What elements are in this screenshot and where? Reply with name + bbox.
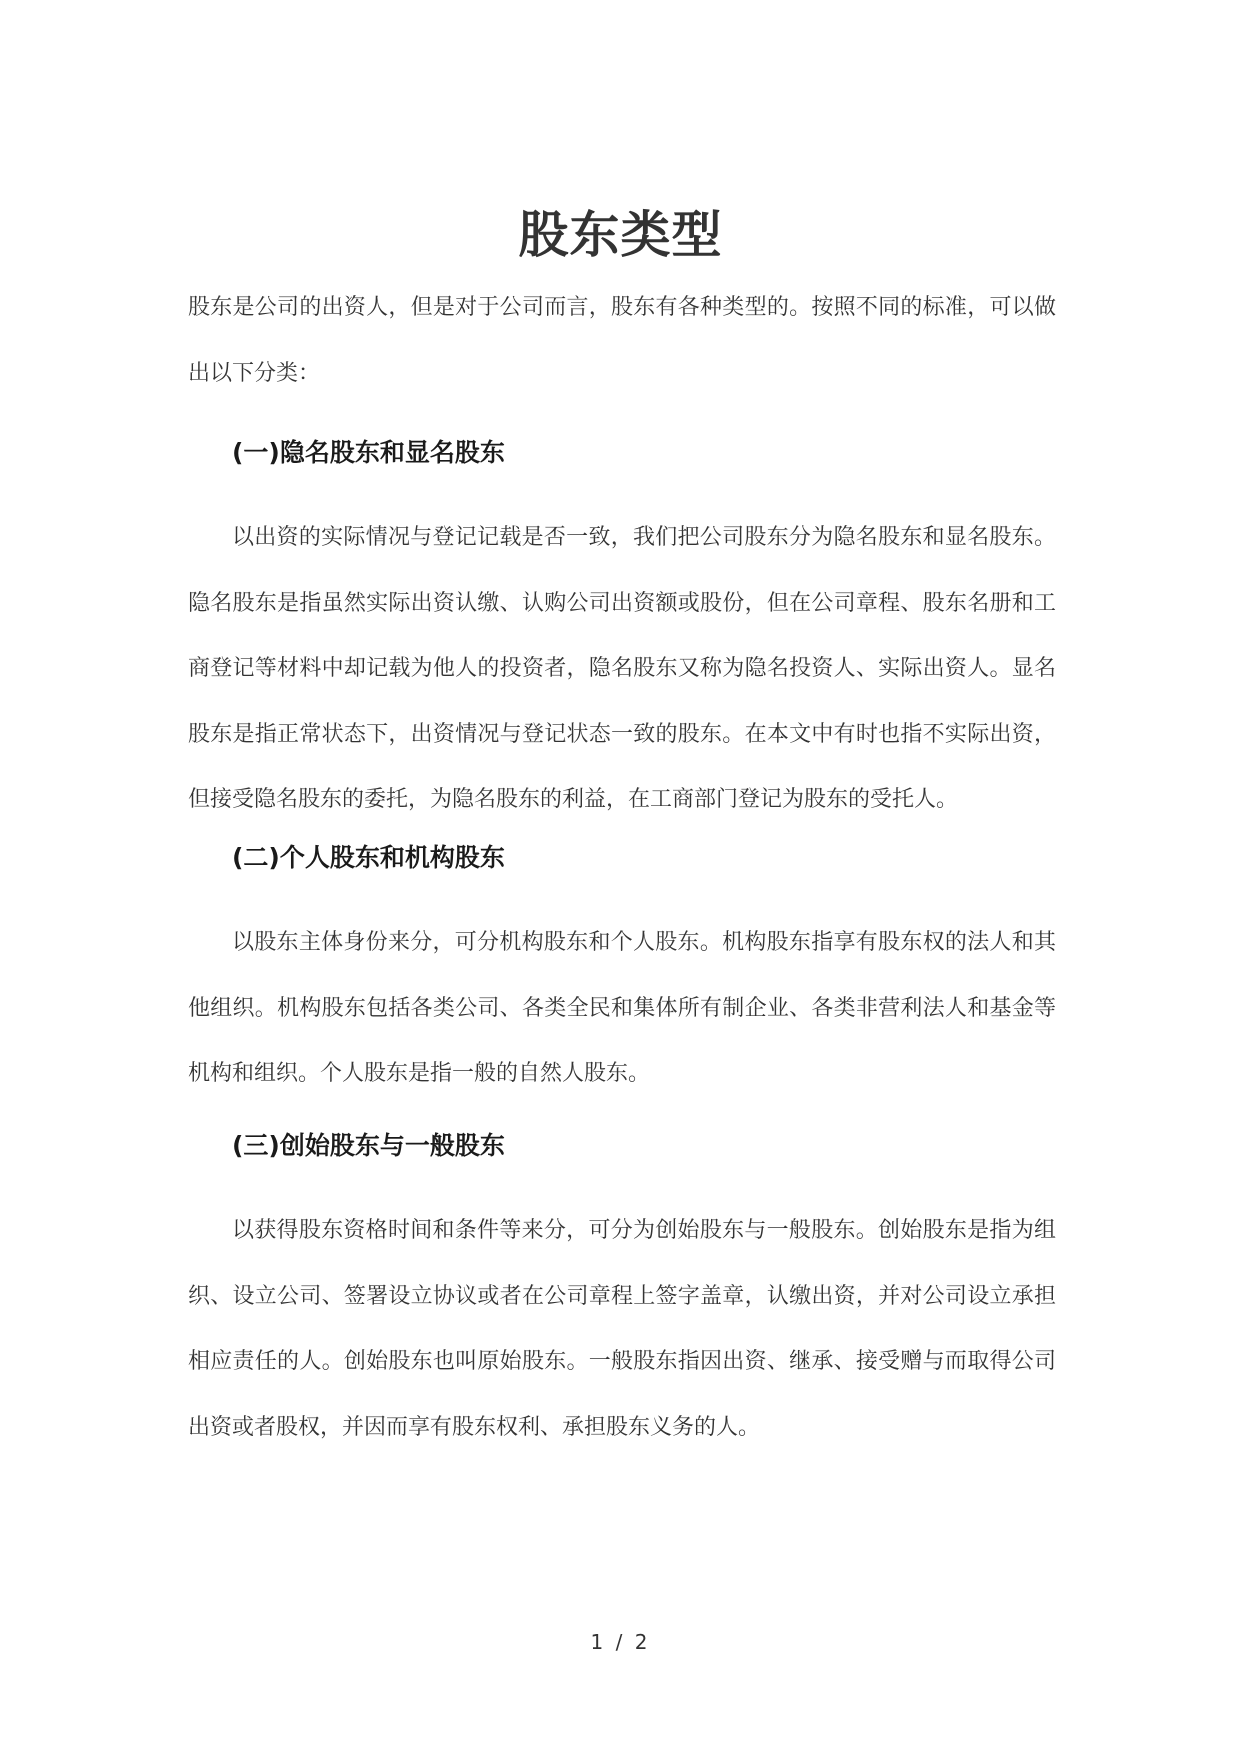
section-body-2: 以股东主体身份来分，可分机构股东和个人股东。机构股东指享有股东权的法人和其他组织。机构股东包括各类公司、各类全民和集体所有制企业、各类非营利法人和基金等机构和组织。个人股东是指一般的自然人股东。 (188, 930, 1056, 1086)
section-body-3: 以获得股东资格时间和条件等来分，可分为创始股东与一般股东。创始股东是指为组织、设立公司、签署设立协议或者在公司章程上签字盖章，认缴出资，并对公司设立承担相应责任的人。创始股东也叫原始股东。一般股东指因出资、继承、接受赠与而取得公司出资或者股权，并因而享有股东权利、承担股东义务的人。 (188, 1218, 1056, 1440)
document-title: 股东类型 (518, 206, 723, 264)
page-number: 1 / 2 (590, 1630, 651, 1654)
section-heading-3: (三)创始股东与一般股东 (232, 1131, 505, 1160)
section-heading-1: (一)隐名股东和显名股东 (232, 438, 505, 467)
section-body-1: 以出资的实际情况与登记记载是否一致，我们把公司股东分为隐名股东和显名股东。隐名股东是指虽然实际出资认缴、认购公司出资额或股份，但在公司章程、股东名册和工商登记等材料中却记载为他人的投资者，隐名股东又称为隐名投资人、实际出资人。显名股东是指正常状态下，出资情况与登记状态一致的股东。在本文中有时也指不实际出资，但接受隐名股东的委托，为隐名股东的利益，在工商部门登记为股东的受托人。 (188, 525, 1056, 812)
intro-paragraph: 股东是公司的出资人，但是对于公司而言，股东有各种类型的。按照不同的标准，可以做出以下分类： (188, 295, 1056, 386)
section-heading-2: (二)个人股东和机构股东 (232, 843, 505, 872)
